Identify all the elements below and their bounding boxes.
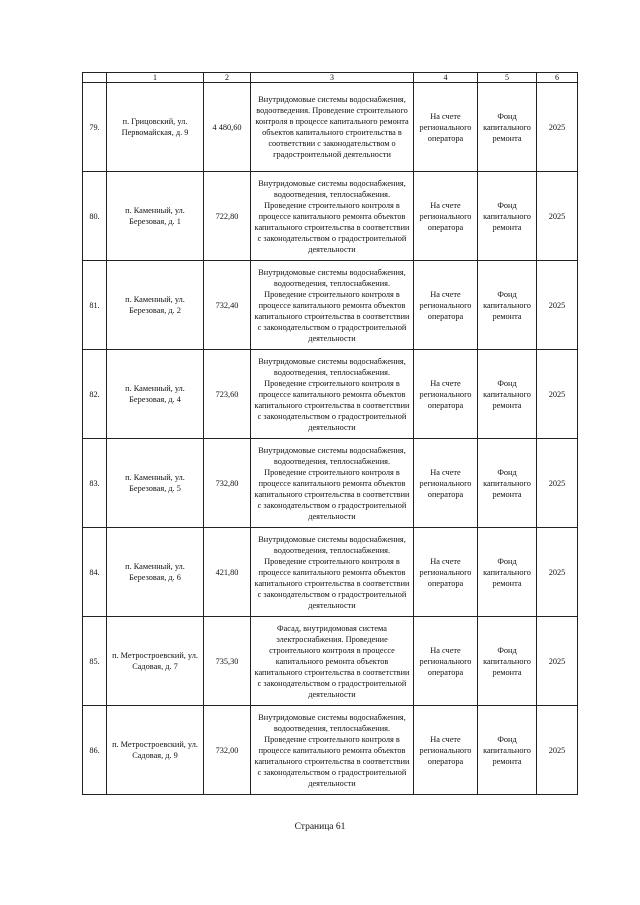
year-cell: 2025: [537, 706, 578, 795]
works-cell: Внутридомовые системы водоснабжения, водоотведения, теплоснабжения. Проведение строительного контроля в процессе капитального ремонта объектов капитального строительства в соответствии с законодательством о градостроительной деятельности: [251, 350, 414, 439]
address-cell: п. Каменный, ул. Березовая, д. 4: [107, 350, 204, 439]
row-number-cell: 84.: [83, 528, 107, 617]
account-cell: На счете регионального оператора: [414, 439, 478, 528]
year-cell: 2025: [537, 261, 578, 350]
header-cell: 2: [204, 73, 251, 83]
account-cell: На счете регионального оператора: [414, 172, 478, 261]
row-number-cell: 86.: [83, 706, 107, 795]
account-cell: На счете регионального оператора: [414, 261, 478, 350]
cost-cell: 735,30: [204, 617, 251, 706]
header-cell: 5: [478, 73, 537, 83]
year-cell: 2025: [537, 617, 578, 706]
funding-source-cell: Фонд капитального ремонта: [478, 350, 537, 439]
header-cell-blank: [83, 73, 107, 83]
year-cell: 2025: [537, 172, 578, 261]
table-row: [83, 350, 578, 439]
row-number-cell: 79.: [83, 83, 107, 172]
funding-source-cell: Фонд капитального ремонта: [478, 83, 537, 172]
table-row: [83, 528, 578, 617]
address-cell: п. Каменный, ул. Березовая, д. 1: [107, 172, 204, 261]
works-cell: Внутридомовые системы водоснабжения, водоотведения, теплоснабжения. Проведение строительного контроля в процессе капитального ремонта объектов капитального строительства в соответствии с законодательством о градостроительной деятельности: [251, 528, 414, 617]
table-row: [83, 261, 578, 350]
funding-source-cell: Фонд капитального ремонта: [478, 439, 537, 528]
cost-cell: 4 480,60: [204, 83, 251, 172]
header-cell: 3: [251, 73, 414, 83]
row-number-cell: 82.: [83, 350, 107, 439]
works-cell: Внутридомовые системы водоснабжения, водоотведения. Проведение строительного контроля в процессе капитального ремонта объектов капитального строительства в соответствии с законодательством о градостроительной деятельности: [251, 83, 414, 172]
address-cell: п. Каменный, ул. Березовая, д. 6: [107, 528, 204, 617]
page-number: Страница 61: [294, 822, 346, 832]
header-cell: 1: [107, 73, 204, 83]
works-cell: Внутридомовые системы водоснабжения, водоотведения, теплоснабжения. Проведение строительного контроля в процессе капитального ремонта объектов капитального строительства в соответствии с законодательством о градостроительной деятельности: [251, 261, 414, 350]
account-cell: На счете регионального оператора: [414, 528, 478, 617]
account-cell: На счете регионального оператора: [414, 617, 478, 706]
address-cell: п. Каменный, ул. Березовая, д. 5: [107, 439, 204, 528]
cost-cell: 732,80: [204, 439, 251, 528]
address-cell: п. Каменный, ул. Березовая, д. 2: [107, 261, 204, 350]
row-number-cell: 83.: [83, 439, 107, 528]
address-cell: п. Метростроевский, ул. Садовая, д. 7: [107, 617, 204, 706]
funding-source-cell: Фонд капитального ремонта: [478, 706, 537, 795]
works-cell: Внутридомовые системы водоснабжения, водоотведения, теплоснабжения. Проведение строительного контроля в процессе капитального ремонта объектов капитального строительства в соответствии с законодательством о градостроительной деятельности: [251, 439, 414, 528]
works-cell: Внутридомовые системы водоснабжения, водоотведения, теплоснабжения. Проведение строительного контроля в процессе капитального ремонта объектов капитального строительства в соответствии с законодательством о градостроительной деятельности: [251, 172, 414, 261]
year-cell: 2025: [537, 350, 578, 439]
row-number-cell: 80.: [83, 172, 107, 261]
address-cell: п. Грицовский, ул. Первомайская, д. 9: [107, 83, 204, 172]
row-number-cell: 85.: [83, 617, 107, 706]
funding-source-cell: Фонд капитального ремонта: [478, 172, 537, 261]
works-cell: Внутридомовые системы водоснабжения, водоотведения, теплоснабжения. Проведение строительного контроля в процессе капитального ремонта объектов капитального строительства в соответствии с законодательством о градостроительной деятельности: [251, 706, 414, 795]
cost-cell: 723,60: [204, 350, 251, 439]
cost-cell: 732,40: [204, 261, 251, 350]
year-cell: 2025: [537, 528, 578, 617]
address-cell: п. Метростроевский, ул. Садовая, д. 9: [107, 706, 204, 795]
capital-repair-table: [82, 72, 578, 795]
table-row: [83, 439, 578, 528]
cost-cell: 421,80: [204, 528, 251, 617]
header-cell: 6: [537, 73, 578, 83]
funding-source-cell: Фонд капитального ремонта: [478, 261, 537, 350]
account-cell: На счете регионального оператора: [414, 706, 478, 795]
table-row: [83, 83, 578, 172]
funding-source-cell: Фонд капитального ремонта: [478, 617, 537, 706]
cost-cell: 722,80: [204, 172, 251, 261]
account-cell: На счете регионального оператора: [414, 350, 478, 439]
funding-source-cell: Фонд капитального ремонта: [478, 528, 537, 617]
header-cell: 4: [414, 73, 478, 83]
year-cell: 2025: [537, 83, 578, 172]
table-row: [83, 706, 578, 795]
table-row: [83, 172, 578, 261]
table-body: [83, 73, 578, 795]
column-number-row: [83, 73, 578, 83]
account-cell: На счете регионального оператора: [414, 83, 478, 172]
year-cell: 2025: [537, 439, 578, 528]
works-cell: Фасад, внутридомовая система электроснабжения. Проведение строительного контроля в процессе капитального ремонта объектов капитального строительства в соответствии с законодательством о градостроительной деятельности: [251, 617, 414, 706]
table-row: [83, 617, 578, 706]
cost-cell: 732,00: [204, 706, 251, 795]
row-number-cell: 81.: [83, 261, 107, 350]
